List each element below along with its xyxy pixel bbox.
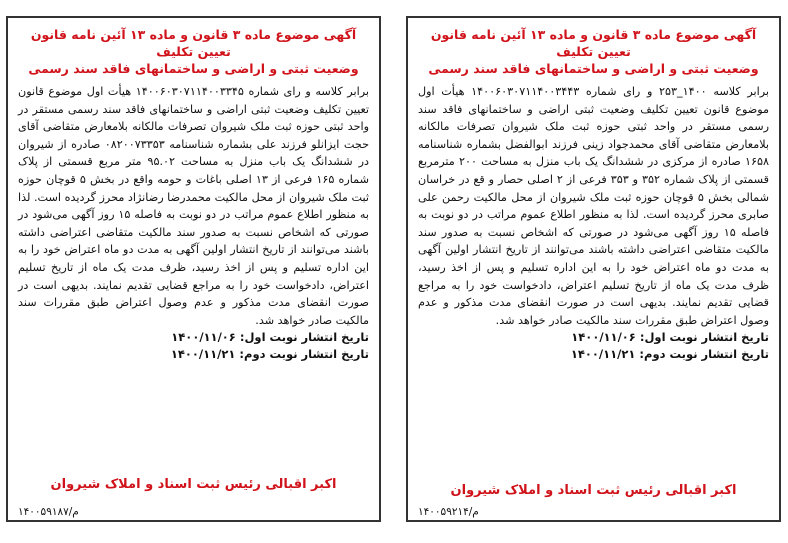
second-publication-date xyxy=(418,346,769,363)
signer: اکبر اقبالی رئیس ثبت اسناد و املاک شیروان xyxy=(450,483,737,498)
second-publication-date xyxy=(18,346,369,363)
second-date-label: تاریخ انتشار نوبت دوم: xyxy=(639,347,769,362)
notice-body: برابر کلاسه و رای شماره ۱۴۰۰۶۰۳۰۷۱۱۴۰۰۳۳۴۵ هیأت اول موضوع قانون تعیین تکلیف وضعیت ثبتی اراضی و ساختمانهای فاقد سند رسمی مستقر در واحد ثبتی حوزه ثبت ملک شیروان تصرفات مالکانه بلامعارض متقاضی آقای حجت ایزانلو فرزند علی بشماره شناسنامه ۰۸۲۰۰۷۳۳۵۳ صادره از شیروان در ششدانگ یک باب منزل به مساحت ۹۵.۰۲ متر مربع قسمتی از پلاک شماره ۱۶۵ فرعی از ۱۳ اصلی باغات و حومه واقع در بخش ۵ قوچان حوزه ثبت ملک شیروان از محل مالکیت محمدرضا رضانژاد محرز گردیده است. لذا به منظور اطلاع عموم مراتب در دو نوبت به فاصله ۱۵ روز آگهی می‌شود در صورتی که اشخاص نسبت به صدور سند مالکیت متقاضی اعتراضی داشته باشند می‌توانند از تاریخ انتشار اولین آگهی به مدت دو ماه اعتراض خود را به این اداره تسلیم و پس از اخذ رسید، ظرف مدت یک ماه از تاریخ تسلیم اعتراض، دادخواست خود را به مراجع قضایی تقدیم نمایند. بدیهی است در صورت انقضای مدت مذکور و عدم وصول اعتراض طبق مقررات سند مالکیت صادر خواهد شد. xyxy=(18,85,369,327)
notice-subtitle: وضعیت ثبتی و اراضی و ساختمانهای فاقد سند رسمی xyxy=(428,61,759,76)
first-publication-date xyxy=(418,329,769,346)
first-publication-date xyxy=(18,329,369,346)
notice-body: برابر کلاسه ۱۴۰۰_۲۵۳ و رای شماره ۱۴۰۰۶۰۳۰۷۱۱۴۰۰۳۴۴۳ هیأت اول موضوع قانون تعیین تکلیف وضعیت ثبتی اراضی و ساختمانهای فاقد سند رسمی مستقر در واحد ثبتی حوزه ثبت ملک شیروان تصرفات مالکانه بلامعارض متقاضی آقای محمدجواد زینی فرزند ابوالفضل بشماره شناسنامه ۱۶۵۸ صادره از مرکزی در ششدانگ یک باب منزل به مساحت ۲۰۰ مترمربع قسمتی از پلاک شماره ۳۵۲ و ۳۵۳ فرعی از ۲ اصلی حصار و قع در خراسان شمالی بخش ۵ قوچان حوزه ثبت ملک شیروان از محل مالکیت رحمن علی صابری محرز گردیده است. لذا به منظور اطلاع عموم مراتب در دو نوبت به فاصله ۱۵ روز آگهی می‌شود در صورتی که اشخاص نسبت به صدور سند مالکیت متقاضی اعتراضی داشته باشند می‌توانند از تاریخ انتشار اولین آگهی به مدت دو ماه اعتراض خود را به این اداره تسلیم و پس از اخذ رسید، ظرف مدت یک ماه از تاریخ تسلیم اعتراض، دادخواست خود را به مراجع قضایی تقدیم نمایند. بدیهی است در صورت انقضای مدت مذکور و عدم وصول اعتراض طبق مقررات سند مالکیت صادر خواهد شد. xyxy=(418,85,770,327)
reference-number: م/۱۴۰۰۵۹۱۸۷ xyxy=(18,506,79,518)
signer: اکبر اقبالی رئیس ثبت اسناد و املاک شیروان xyxy=(50,477,337,492)
second-date-value: ۱۴۰۰/۱۱/۲۱ xyxy=(570,347,636,362)
second-date-label: تاریخ انتشار نوبت دوم: xyxy=(239,347,369,362)
notice-left xyxy=(6,16,381,522)
notice-title: آگهی موضوع ماده ۳ قانون و ماده ۱۳ آئین نامه قانون تعیین تکلیف xyxy=(30,27,357,59)
first-date-label: تاریخ انتشار نوبت اول: xyxy=(639,330,769,345)
second-date-value: ۱۴۰۰/۱۱/۲۱ xyxy=(170,347,236,362)
reference-number: م/۱۴۰۰۵۹۲۱۴ xyxy=(418,506,479,518)
first-date-label: تاریخ انتشار نوبت اول: xyxy=(239,330,369,345)
notice-right xyxy=(406,16,781,522)
notice-title: آگهی موضوع ماده ۳ قانون و ماده ۱۳ آئین نامه قانون تعیین تکلیف xyxy=(430,27,757,59)
notice-subtitle: وضعیت ثبتی و اراضی و ساختمانهای فاقد سند رسمی xyxy=(28,61,359,76)
first-date-value: ۱۴۰۰/۱۱/۰۶ xyxy=(171,330,236,345)
first-date-value: ۱۴۰۰/۱۱/۰۶ xyxy=(571,330,636,345)
